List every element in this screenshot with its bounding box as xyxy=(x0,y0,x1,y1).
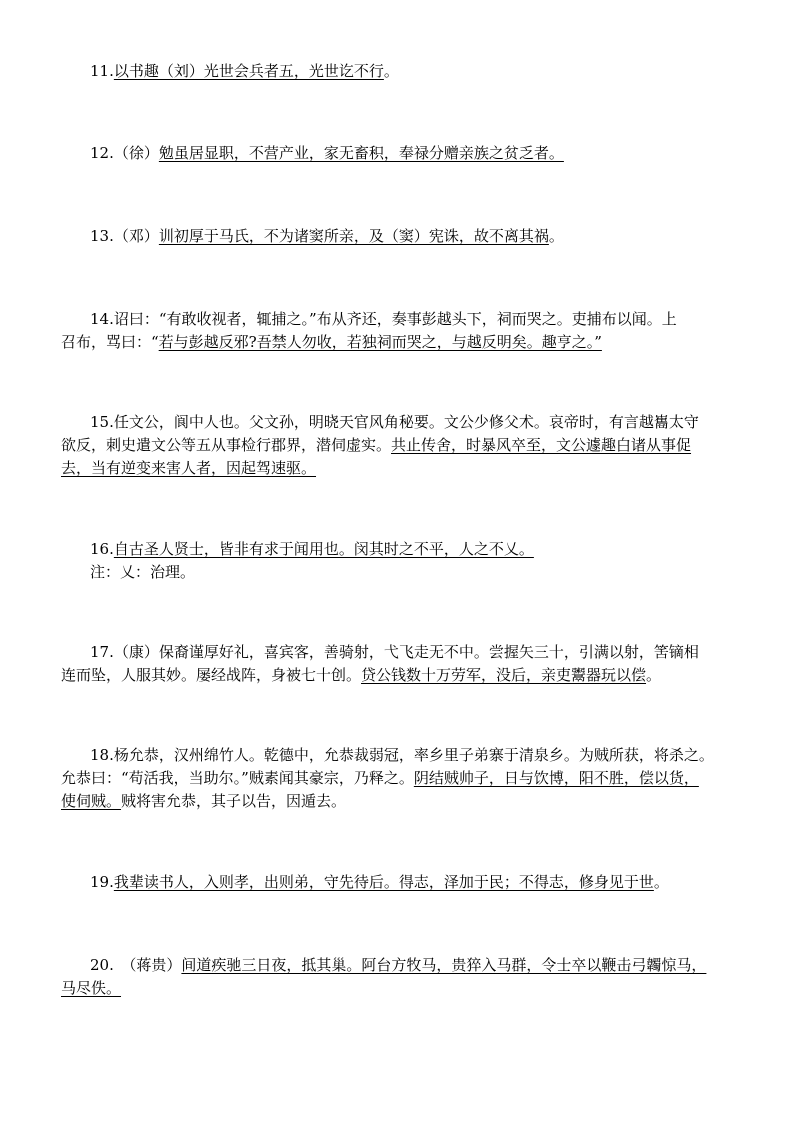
question-text-line: 杨允恭，汉州绵竹人。乾德中，允恭裁弱冠，率乡里子弟寨于清泉乡。为贼所获，将杀之。 xyxy=(113,746,714,764)
question-text-line: 召布，骂曰：“ xyxy=(61,333,159,351)
question-suffix: 。 xyxy=(653,873,669,891)
underlined-sentence: 若与彭越反邪?吾禁人勿收，若独祠而哭之，与越反明矣。趣亨之。” xyxy=(158,333,602,351)
underlined-sentence: 去，当有逆变来害人者，因起驾速驱。 xyxy=(61,459,317,477)
question-18 xyxy=(61,744,736,813)
question-number: 20. xyxy=(90,956,114,974)
question-17 xyxy=(61,641,736,687)
question-15 xyxy=(61,411,736,480)
question-gap xyxy=(114,956,129,974)
underlined-sentence: 自古圣人贤士，皆非有求于闻用也。闵其时之不平，人之不乂。 xyxy=(113,540,534,558)
question-13 xyxy=(61,225,736,248)
question-number: 11. xyxy=(90,62,114,80)
question-text-line: 贼将害允恭，其子以告，因遁去。 xyxy=(121,792,347,810)
question-number: 12. xyxy=(90,144,114,162)
question-11 xyxy=(61,60,736,83)
underlined-sentence: 训初厚于马氏，不为诸窦所亲，及（窦）宪诛，故不离其祸 xyxy=(158,227,549,245)
question-suffix: 。 xyxy=(646,666,662,684)
question-12 xyxy=(61,142,736,165)
question-text-line: 任文公，阆中人也。父文孙，明晓天官风角秘要。文公少修父术。哀帝时，有言越巂太守 xyxy=(113,413,699,431)
question-number: 18. xyxy=(90,746,114,764)
underlined-sentence: 贷公钱数十万劳军，没后，亲吏鬻器玩以偿 xyxy=(361,666,647,684)
question-number: 17. xyxy=(90,643,114,661)
question-text-line: 诏曰：“有敢收视者，辄捕之。”布从齐还，奏事彭越头下，祠而哭之。吏捕布以闻。上 xyxy=(113,310,677,328)
question-text-line: （康）保裔谨厚好礼，喜宾客，善骑射，弋飞走无不中。尝握矢三十，引满以射，筈镝相 xyxy=(113,643,699,661)
question-text-line: 欲反，刺史遣文公等五从事检行郡界，潜伺虚实。 xyxy=(61,436,392,454)
question-14 xyxy=(61,308,736,354)
underlined-sentence: 勉虽居显职，不营产业，家无畜积，奉禄分赠亲族之贫乏者。 xyxy=(158,144,564,162)
question-number: 19. xyxy=(90,873,114,891)
underlined-sentence: 使伺贼。 xyxy=(61,792,122,810)
underlined-sentence: 我辈读书人，入则孝，出则弟，守先待后。得志，泽加于民；不得志，修身见于世 xyxy=(113,873,654,891)
question-suffix: 。 xyxy=(548,227,564,245)
annotation-note: 注：乂：治理。 xyxy=(90,563,196,581)
question-number: 13. xyxy=(90,227,114,245)
question-number: 14. xyxy=(90,310,114,328)
question-prefix: （邓） xyxy=(113,227,159,245)
underlined-sentence: 共止传舍，时暴风卒至，文公遽趣白诸从事促 xyxy=(391,436,692,454)
question-16 xyxy=(61,538,736,584)
question-prefix: （蒋贵） xyxy=(128,956,182,974)
underlined-sentence: 以书趣（刘）光世会兵者五，光世讫不行 xyxy=(113,62,384,80)
underlined-sentence: 马尽佚。 xyxy=(61,979,122,997)
underlined-sentence: 间道疾驰三日夜，抵其巢。阿台方牧马，贵猝入马群，令士卒以鞭击弓韣惊马， xyxy=(181,956,707,974)
underlined-sentence: 阴结贼帅子，日与饮博，阳不胜，偿以货， xyxy=(413,769,699,787)
question-number: 15. xyxy=(90,413,114,431)
question-prefix: （徐） xyxy=(113,144,159,162)
question-text-line: 连而坠，人服其妙。屡经战阵，身被七十创。 xyxy=(61,666,362,684)
question-20 xyxy=(61,954,736,1000)
question-19 xyxy=(61,871,736,894)
question-text-line: 允恭曰：“苟活我，当助尔。”贼素闻其豪宗，乃释之。 xyxy=(61,769,414,787)
question-number: 16. xyxy=(90,540,114,558)
question-suffix: 。 xyxy=(383,62,399,80)
